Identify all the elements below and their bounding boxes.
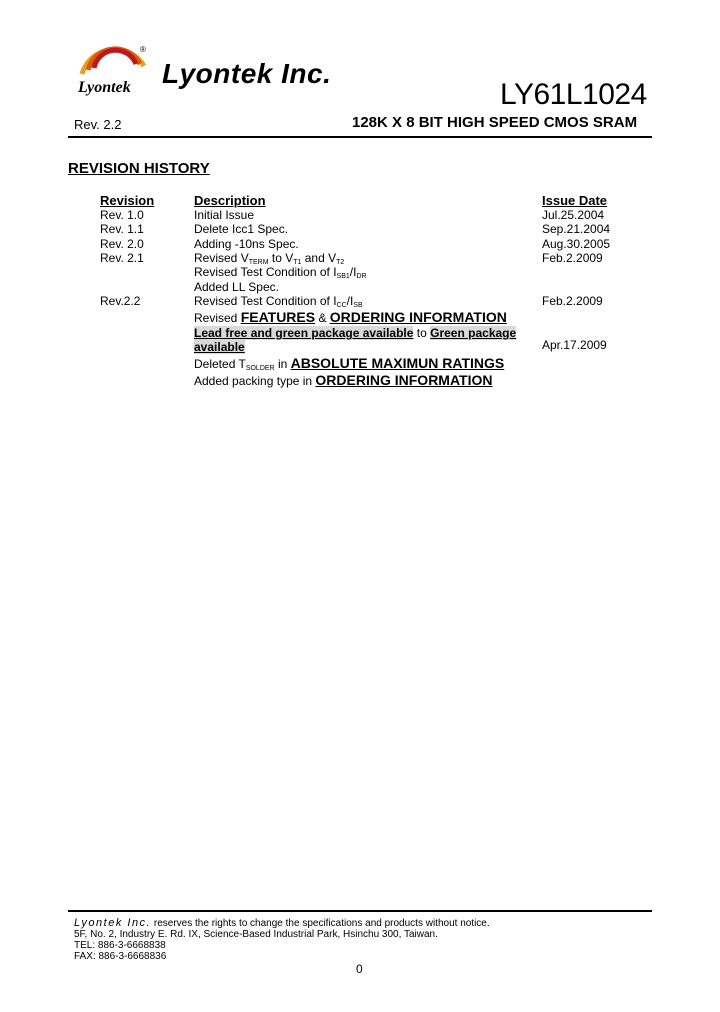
footer-notice: Lyontek Inc. reserves the rights to change the specifications and products without notice. xyxy=(74,917,490,929)
page-number: 0 xyxy=(356,962,363,976)
revision-cell: Rev. 1.1 xyxy=(100,222,144,236)
document-subtitle: 128K X 8 BIT HIGH SPEED CMOS SRAM xyxy=(352,114,638,131)
date-cell: Feb.2.2009 xyxy=(542,294,603,308)
revision-cell: Rev. 2.1 xyxy=(100,251,144,265)
revision-cell: Rev.2.2 xyxy=(100,294,141,308)
description-cell: available xyxy=(194,340,245,354)
features-reference: FEATURES xyxy=(240,309,316,325)
description-cell: Revised Test Condition of $I_{CC}/I_{SB}$ xyxy=(194,294,363,309)
header-divider xyxy=(68,136,652,138)
description-cell: Revised FEATURES & ORDERING INFORMATION xyxy=(194,309,507,325)
description-cell: Revised $V_{TERM}$ to $V_{T1}$ and $V_{T2}$ xyxy=(194,251,345,266)
company-logo xyxy=(74,44,156,104)
footer-brand: Lyontek Inc. xyxy=(74,917,152,929)
date-cell: Feb.2.2009 xyxy=(542,251,603,265)
svg-text:®: ® xyxy=(140,45,146,54)
col-header-description: Description xyxy=(194,193,266,208)
logo-arcs-icon xyxy=(74,44,156,104)
description-cell: Lead free and green package available to Green package xyxy=(194,326,517,340)
part-number: LY61L1024 xyxy=(500,78,647,111)
footer-address: 5F, No. 2, Industry E. Rd. IX, Science-Based Industrial Park, Hsinchu 300, Taiwan. xyxy=(74,929,438,940)
logo-text: Lyontek xyxy=(78,79,131,96)
date-cell: Apr.17.2009 xyxy=(542,338,607,352)
date-cell: Sep.21.2004 xyxy=(542,222,611,236)
description-cell: Delete Icc1 Spec. xyxy=(194,222,289,236)
abs-max-ratings-reference: ABSOLUTE MAXIMUN RATINGS xyxy=(290,355,505,371)
col-header-issue-date: Issue Date xyxy=(542,193,608,208)
description-cell: Added LL Spec. xyxy=(194,280,279,294)
section-title: REVISION HISTORY xyxy=(68,160,210,177)
footer-divider xyxy=(68,910,652,912)
revision-cell: Rev. 1.0 xyxy=(100,208,144,222)
revision-cell: Rev. 2.0 xyxy=(100,237,144,251)
description-cell: Initial Issue xyxy=(194,208,255,222)
description-cell: Deleted $T_{SOLDER}$ in ABSOLUTE MAXIMUN RATINGS xyxy=(194,355,505,372)
company-name: Lyontek Inc. xyxy=(162,58,332,89)
description-cell: Revised Test Condition of $I_{SB1}/I_{DR}$ xyxy=(194,265,367,280)
footer-tel: TEL: 886-3-6668838 xyxy=(74,940,166,951)
ordering-info-reference: ORDERING INFORMATION xyxy=(329,309,507,325)
date-cell: Aug.30.2005 xyxy=(542,237,611,251)
description-cell: Adding -10ns Spec. xyxy=(194,237,299,251)
ordering-info-reference: ORDERING INFORMATION xyxy=(315,372,493,388)
date-cell: Jul.25.2004 xyxy=(542,208,605,222)
col-header-revision: Revision xyxy=(100,193,155,208)
document-revision: Rev. 2.2 xyxy=(74,117,122,132)
description-cell: Added packing type in ORDERING INFORMATION xyxy=(194,372,493,388)
footer-fax: FAX: 886-3-6668836 xyxy=(74,951,167,962)
